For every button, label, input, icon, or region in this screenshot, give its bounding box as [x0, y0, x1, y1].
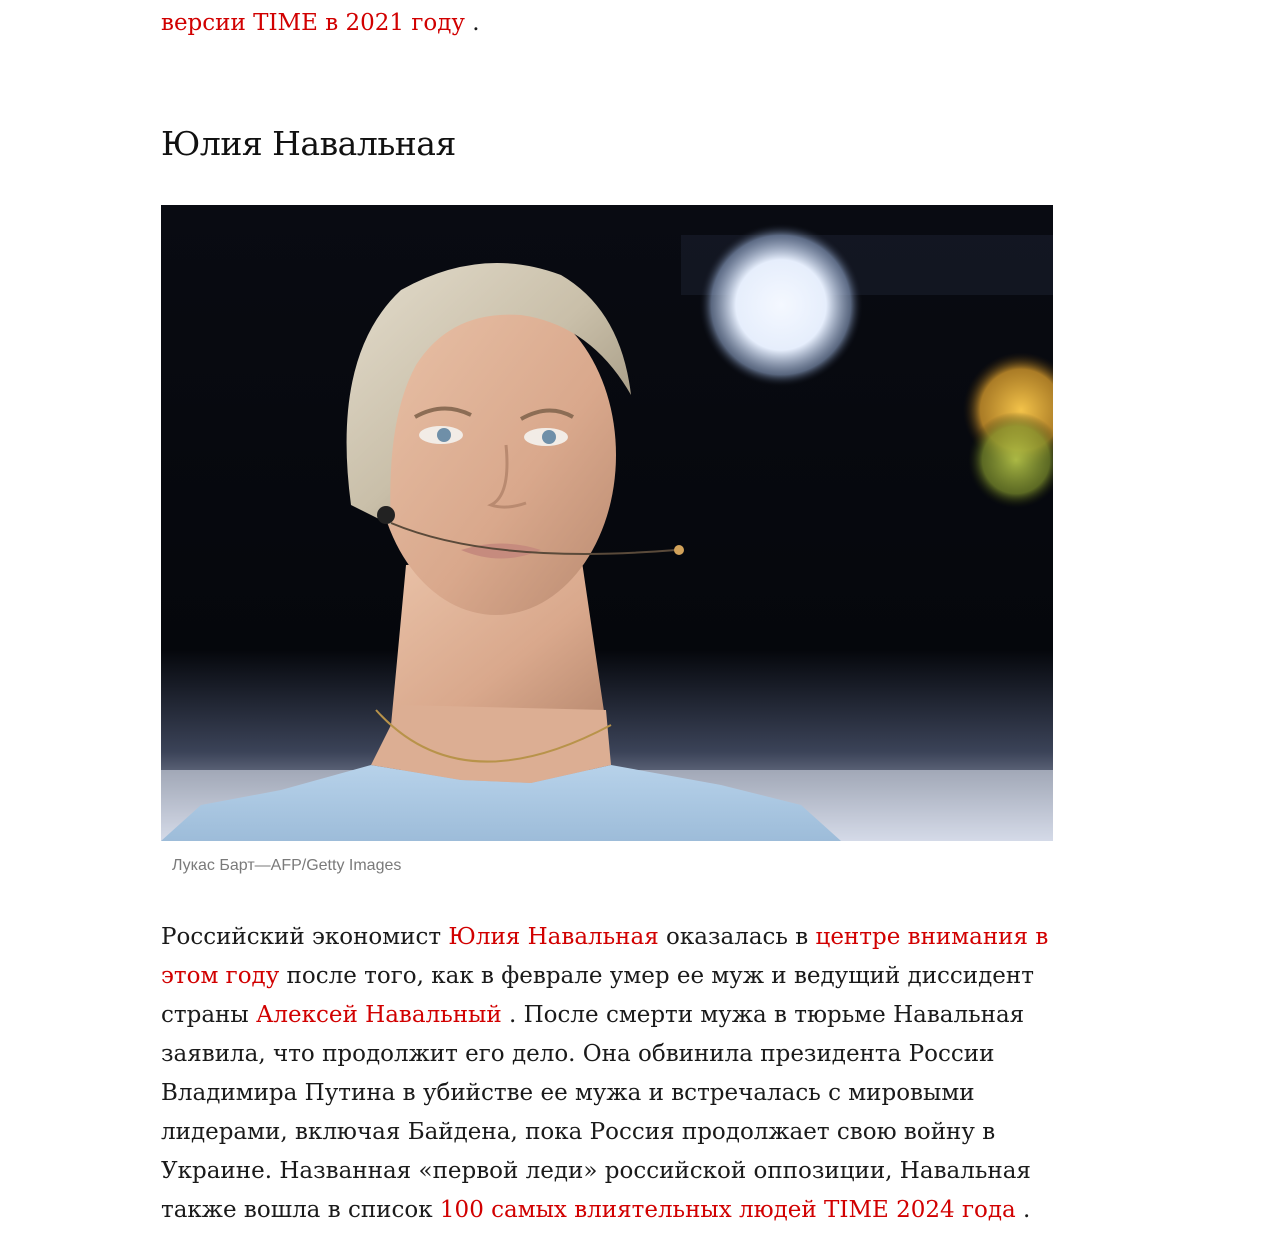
text-segment: также вошла в список	[161, 1197, 440, 1223]
text-segment: страны	[161, 1002, 256, 1028]
paragraph-line	[161, 1191, 1041, 1230]
previous-paragraph-tail: .	[464, 10, 480, 36]
paragraph-line: Украине. Названная «первой леди» российской оппозиции, Навальная	[161, 1158, 1031, 1184]
text-segment: . После смерти мужа в тюрьме Навальная	[501, 1002, 1025, 1028]
portrait-photo-icon	[161, 205, 1053, 841]
photo-caption: Лукас Барт—AFP/Getty Images	[172, 857, 402, 874]
center-of-attention-link-cont[interactable]: этом году	[161, 963, 280, 989]
text-segment: после того, как в феврале умер ее муж и ведущий диссидент	[279, 963, 1034, 989]
time100-2024-link[interactable]: 100 самых влиятельных людей TIME 2024 года	[439, 1197, 1016, 1223]
section-heading: Юлия Навальная	[161, 124, 456, 163]
paragraph-line	[161, 996, 1041, 1035]
paragraph-line	[161, 957, 1041, 996]
alexei-navalny-link[interactable]: Алексей Навальный	[256, 1002, 502, 1028]
article-paragraph	[161, 918, 1049, 1230]
center-of-attention-link[interactable]: центре внимания в	[815, 924, 1049, 950]
yulia-navalnaya-link[interactable]: Юлия Навальная	[448, 924, 659, 950]
article-photo	[161, 205, 1053, 841]
previous-paragraph-end	[161, 4, 480, 43]
paragraph-line: Владимира Путина в убийстве ее мужа и встречалась с мировыми	[161, 1080, 975, 1106]
paragraph-line	[161, 918, 1049, 957]
text-segment: .	[1015, 1197, 1031, 1223]
text-segment: Российский экономист	[161, 924, 449, 950]
text-segment: оказалась в	[658, 924, 816, 950]
paragraph-line: лидерами, включая Байдена, пока Россия продолжает свою войну в	[161, 1119, 996, 1145]
time-2021-version-link[interactable]: версии TIME в 2021 году	[161, 10, 465, 36]
paragraph-line: заявила, что продолжит его дело. Она обвинила президента России	[161, 1041, 995, 1067]
